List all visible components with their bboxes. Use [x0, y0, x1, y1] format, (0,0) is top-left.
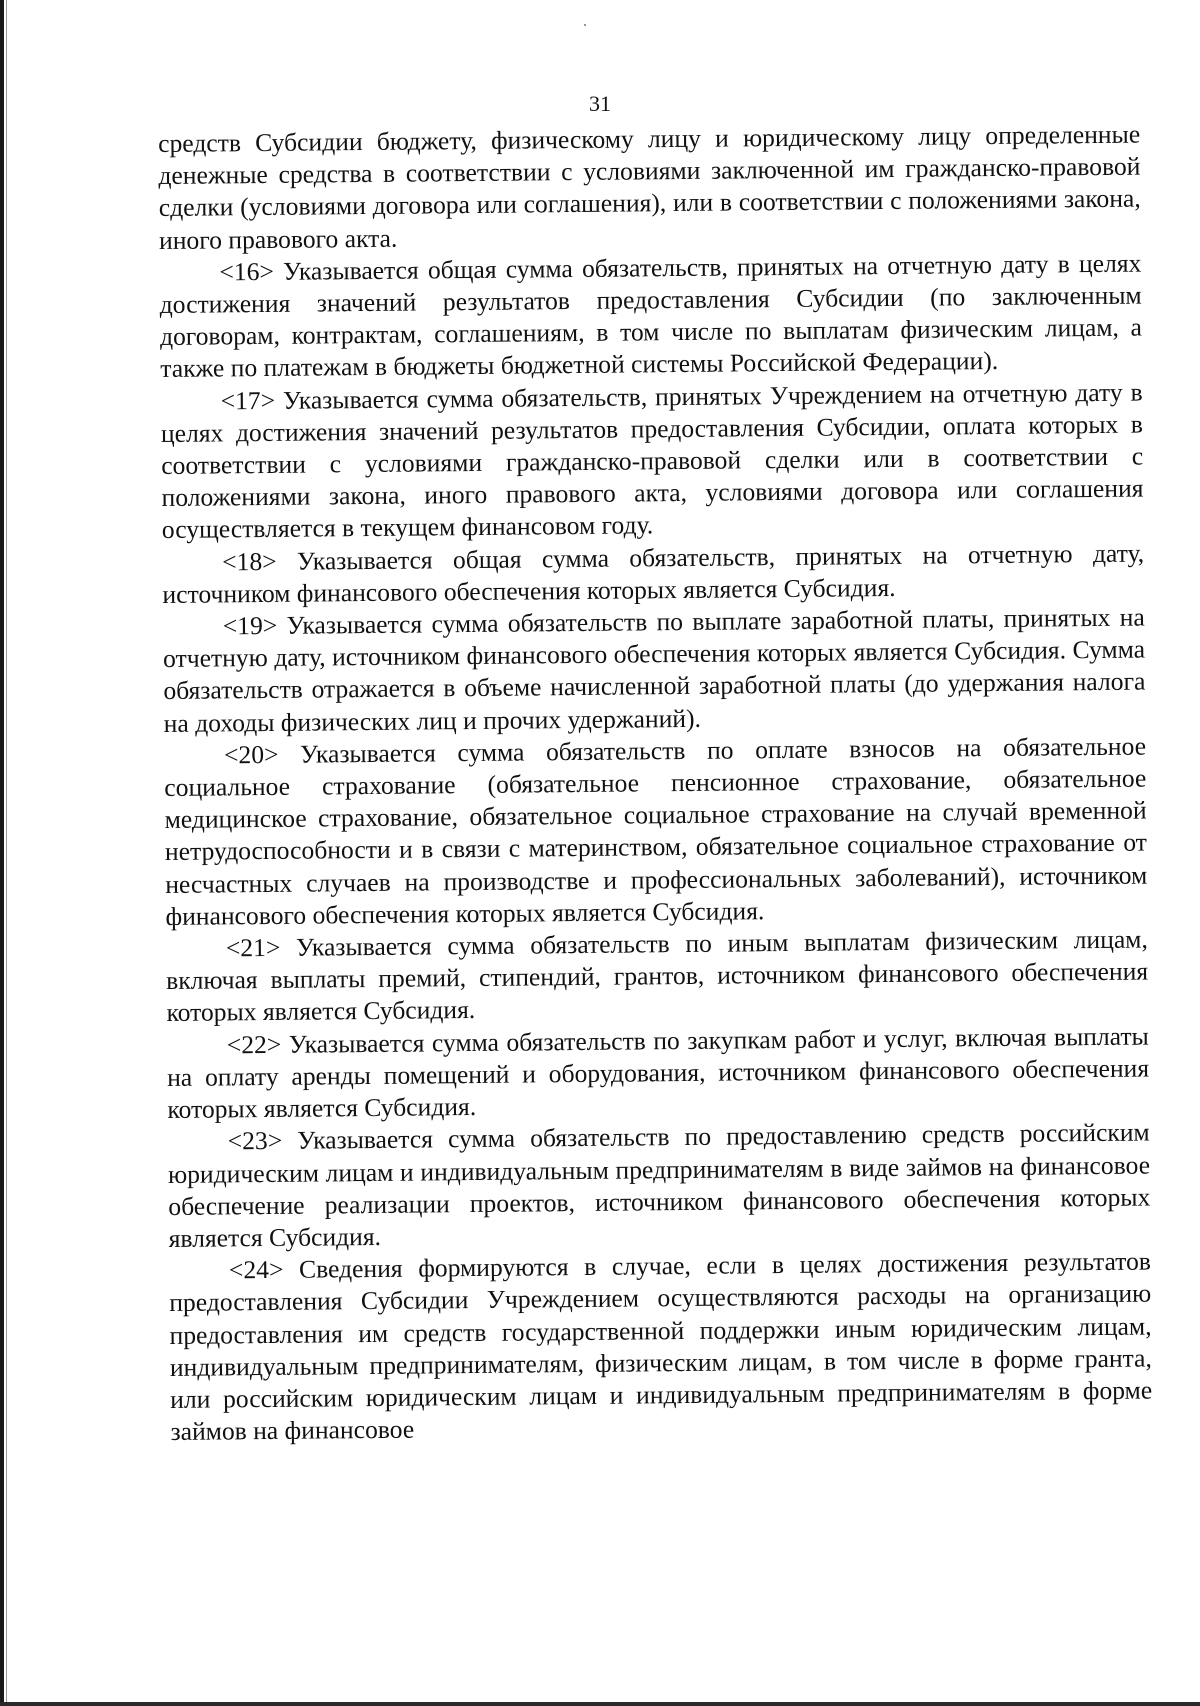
footnote-21: <21> Указывается сумма обязательств по иным выплатам физическим лицам, включая выплаты премий, стипендий, грантов, источником финансового обеспечения которых является Субсидия.: [166, 924, 1149, 1028]
footnote-19: <19> Указывается сумма обязательств по выплате заработной платы, принятых на отчетную дату, источником финансового обеспечения которых является Субсидия. Сумма обязательств отражается в объеме начисленной заработной платы (до удержания налога на доходы физических лиц и прочих удержаний).: [162, 602, 1146, 738]
footnote-18: <18> Указывается общая сумма обязательств, принятых на отчетную дату, источником финансового обеспечения которых является Субсидия.: [162, 538, 1145, 609]
scan-speck: [584, 24, 586, 26]
paragraph-continuation: средств Субсидии бюджету, физическому лицу и юридическому лицу определенные денежные средства в соответствии с условиями заключенной им гражданско-правовой сделки (условиями договора или соглашения), или в соответствии с положениями закона, иного правового акта.: [158, 119, 1141, 255]
footnote-24: <24> Сведения формируются в случае, если в целях достижения результатов предоставления Субсидии Учреждением осуществляются расходы на организацию предоставления им средств государственной поддержки иным юридическим лицам, индивидуальным предпринимателям, физическим лицам, в том числе в форме гранта, или российским юридическим лицам и индивидуальным предпринимателям в форме займов на финансовое: [169, 1246, 1153, 1447]
scan-left-edge-inner: [6, 0, 7, 1706]
footnote-17: <17> Указывается сумма обязательств, принятых Учреждением на отчетную дату в целях достижения значений результатов предоставления Субсидии, оплата которых в соответствии с условиями гражданско-правовой сделки или в соответствии с положениями закона, иного правового акта, условиями договора или соглашения осуществляется в текущем финансовом году.: [160, 377, 1144, 545]
footnote-23: <23> Указывается сумма обязательств по предоставлению средств российским юридическим лицам и индивидуальным предпринимателям в виде займов на финансовое обеспечение реализации проектов, источником финансового обеспечения которых является Субсидия.: [167, 1117, 1151, 1253]
footnote-16: <16> Указывается общая сумма обязательств, принятых на отчетную дату в целях достижения значений результатов предоставления Субсидии (по заключенным договорам, контрактам, соглашениям, в том числе по выплатам физическим лицам, а также по платежам в бюджеты бюджетной системы Российской Федерации).: [159, 248, 1143, 384]
scan-left-edge: [0, 0, 4, 1706]
page-number: 31: [589, 91, 611, 116]
footnote-20: <20> Указывается сумма обязательств по оплате взносов на обязательное социальное страхование (обязательное пенсионное страхование, обязательное медицинское страхование, обязательное социальное страхование на случай временной нетрудоспособности и в связи с материнством, обязательное социальное страхование от несчастных случаев на производстве и профессиональных заболеваний), источником финансового обеспечения которых является Субсидия.: [164, 731, 1148, 931]
document-body: [158, 119, 1153, 1449]
scan-bottom-edge: [0, 1702, 1200, 1706]
footnote-22: <22> Указывается сумма обязательств по закупкам работ и услуг, включая выплаты на оплату аренды помещений и оборудования, источником финансового обеспечения которых является Субсидия.: [166, 1021, 1150, 1125]
